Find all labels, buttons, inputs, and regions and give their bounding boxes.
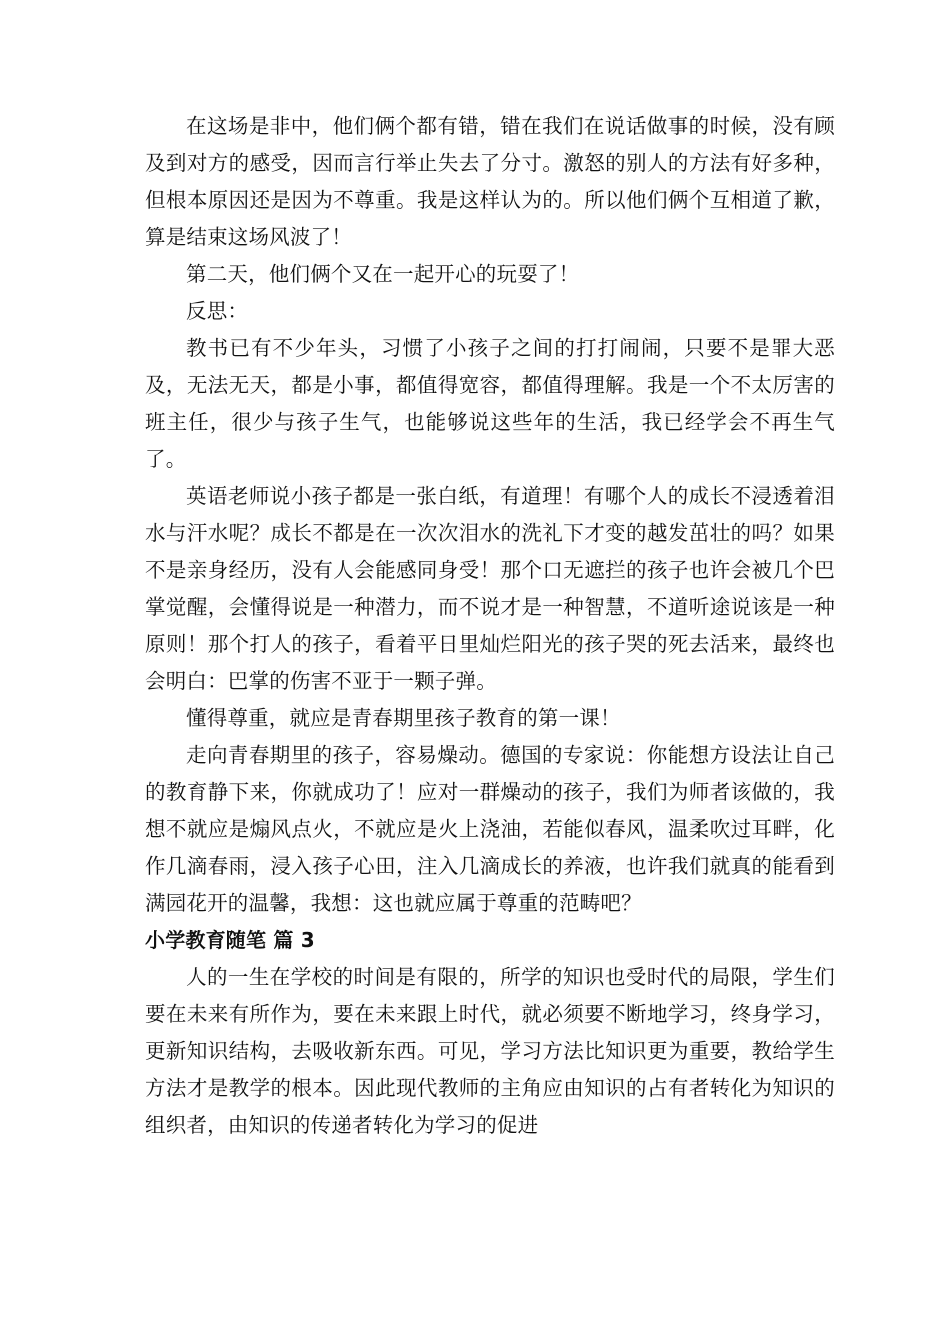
paragraph-next-day: 第二天，他们俩个又在一起开心的玩耍了！ (186, 262, 580, 286)
paragraph-conflict: 在这场是非中，他们俩个都有错，错在我们在说话做事的时候，没有顾及到对方的感受，因而言行举止失去了分寸。激怒的别人的方法有好多种，但根本原因还是因为不尊重。我是这样认为的。所以他们俩个互相道了歉，算是结束这场风波了！ (145, 114, 835, 249)
paragraph-respect: 懂得尊重，就应是青春期里孩子教育的第一课！ (186, 706, 621, 730)
paragraph-teaching-years: 教书已有不少年头，习惯了小孩子之间的打打闹闹，只要不是罪大恶及，无法无天，都是小事，都值得宽容，都值得理解。我是一个不太厉害的班主任，很少与孩子生气，也能够说这些年的生活，我已经学会不再生气了。 (145, 336, 835, 471)
document-body (145, 108, 835, 1144)
section-heading: 小学教育随笔 篇 3 (145, 928, 315, 952)
paragraph-english-teacher: 英语老师说小孩子都是一张白纸，有道理！有哪个人的成长不浸透着泪水与汗水呢？成长不都是在一次次泪水的洗礼下才变的越发茁壮的吗？如果不是亲身经历，没有人会能感同身受！那个口无遮拦的孩子也许会被几个巴掌觉醒，会懂得说是一种潜力，而不说才是一种智慧，不道听途说该是一种原则！那个打人的孩子，看着平日里灿烂阳光的孩子哭的死去活来，最终也会明白：巴掌的伤害不亚于一颗子弹。 (145, 484, 835, 693)
paragraph-reflection-label: 反思： (186, 299, 249, 323)
paragraph-lifelong-learning: 人的一生在学校的时间是有限的，所学的知识也受时代的局限，学生们要在未来有所作为，要在未来跟上时代，就必须要不断地学习，终身学习，更新知识结构，去吸收新东西。可见，学习方法比知识更为重要，教给学生方法才是教学的根本。因此现代教师的主角应由知识的占有者转化为知识的组织者，由知识的传递者转化为学习的促进 (145, 965, 835, 1137)
paragraph-adolescence: 走向青春期里的孩子，容易燥动。德国的专家说：你能想方设法让自己的教育静下来，你就成功了！应对一群燥动的孩子，我们为师者该做的，我想不就应是煽风点火，不就应是火上浇油，若能似春风，温柔吹过耳畔，化作几滴春雨，浸入孩子心田，注入几滴成长的养液，也许我们就真的能看到满园花开的温馨，我想：这也就应属于尊重的范畴吧？ (145, 743, 835, 915)
